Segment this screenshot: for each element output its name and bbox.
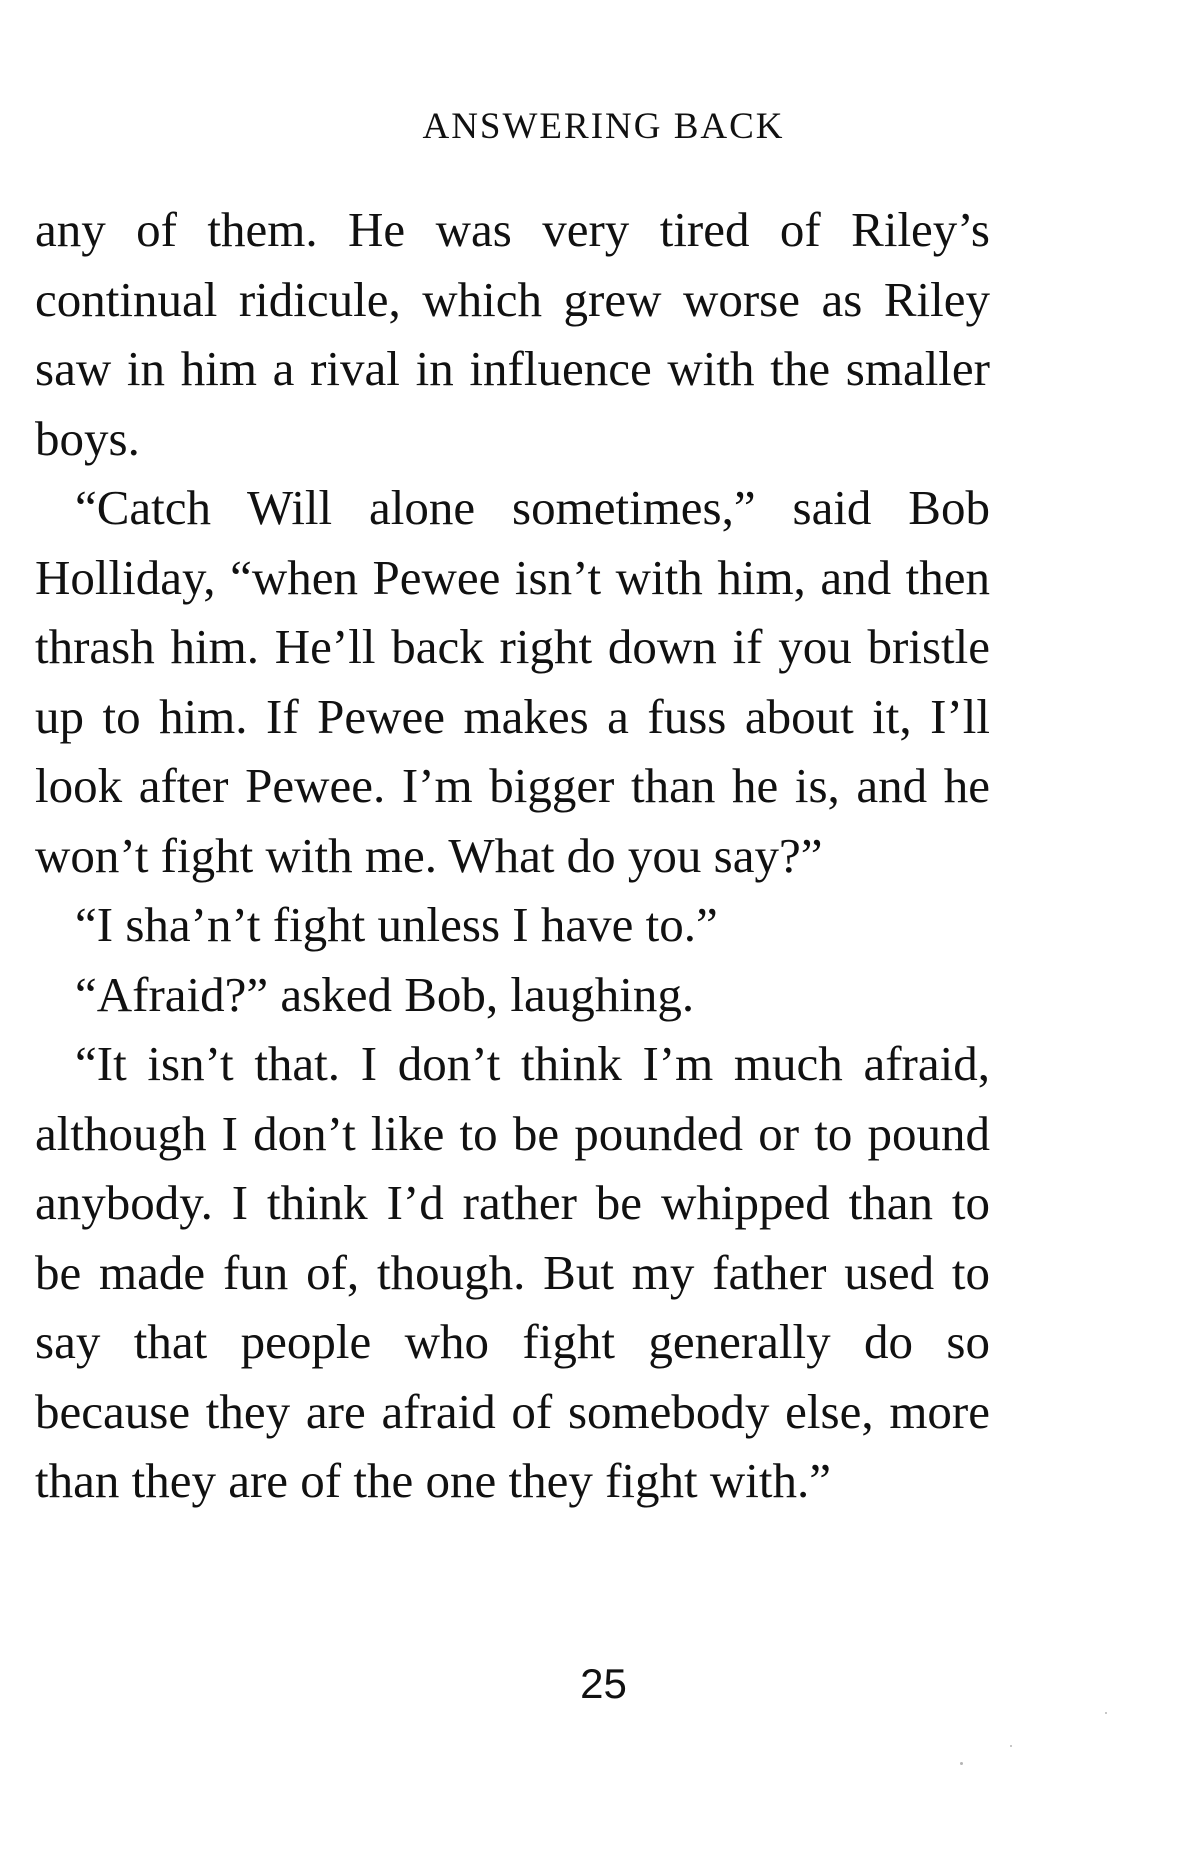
paragraph: “Catch Will alone sometimes,” said Bob Holliday, “when Pewee isn’t with him, and then thrash him. He’ll back right down if you bristle up to him. If Pewee makes a fuss about it, I’ll look after Pewee. I’m bigger than he is, and he won’t fight with me. What do you say?” <box>35 480 990 883</box>
scan-speck <box>1105 1712 1107 1714</box>
body-text <box>35 195 990 1516</box>
paragraph: “I sha’n’t fight unless I have to.” <box>75 897 718 952</box>
page-number: 25 <box>580 1660 627 1707</box>
running-head: ANSWERING BACK <box>422 106 785 147</box>
paragraph: “It isn’t that. I don’t think I’m much afraid, although I don’t like to be pounded or to pound anybody. I think I’d rather be whipped than to be made fun of, though. But my father used to say that people who fight generally do so because they are afraid of somebody else, more than they are of the one they fight with.” <box>35 1036 990 1508</box>
scan-speck <box>1010 1745 1012 1747</box>
paragraph: any of them. He was very tired of Riley’s continual ridicule, which grew worse as Riley saw in him a rival in influence with the smaller boys. <box>35 202 990 466</box>
scan-speck <box>960 1762 963 1765</box>
paragraph: “Afraid?” asked Bob, laughing. <box>75 966 695 1022</box>
